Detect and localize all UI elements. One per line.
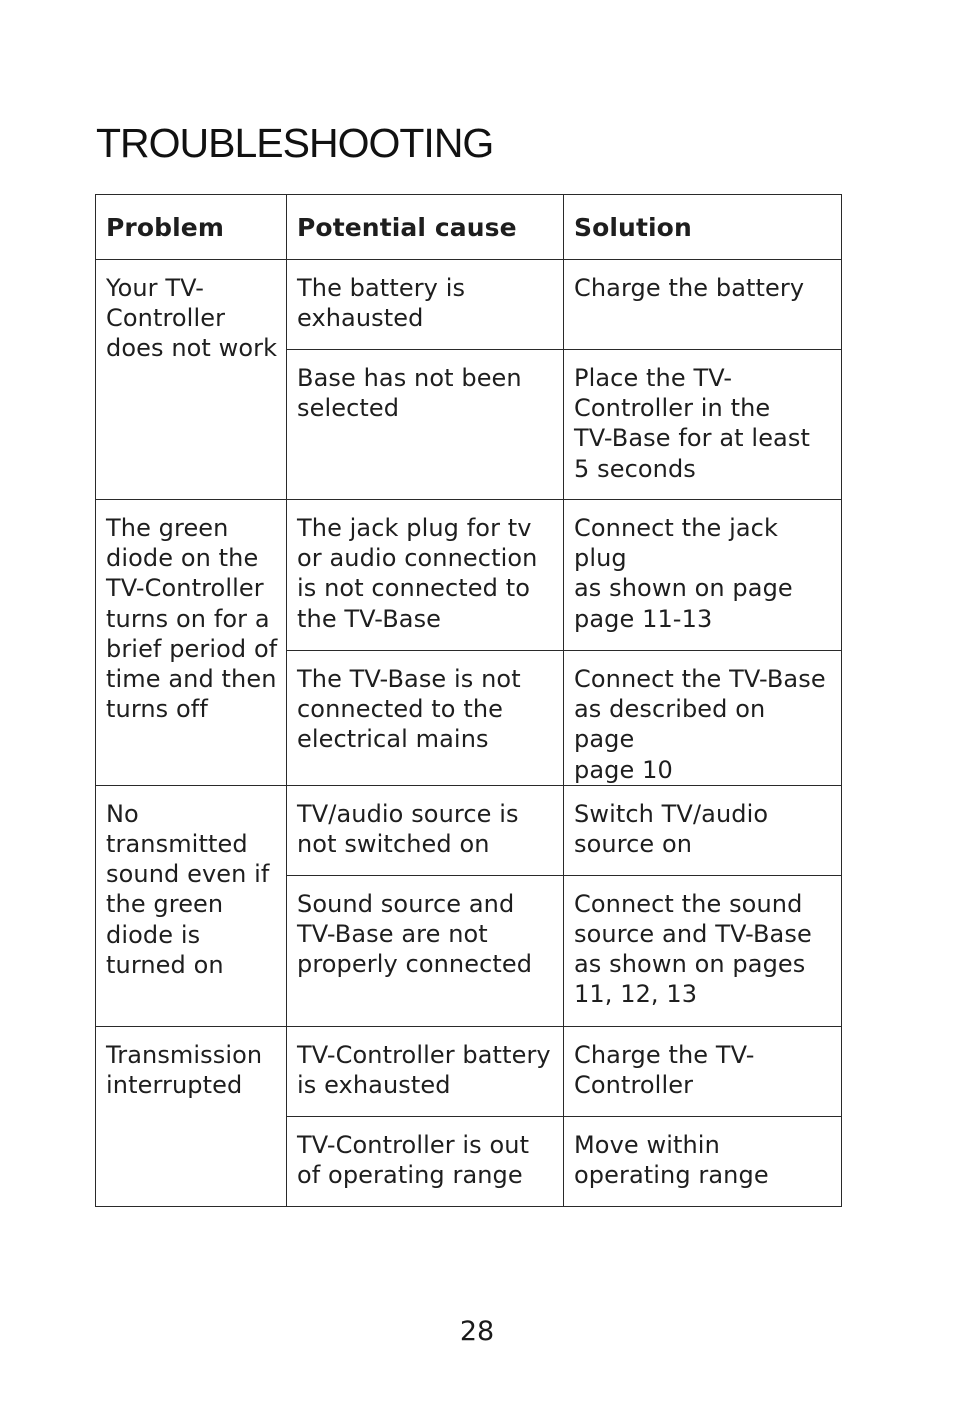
solution-cell: Connect the jack plug as shown on page page 11-13: [564, 500, 842, 651]
solution-cell: Place the TV- Controller in the TV-Base for at least 5 seconds: [564, 350, 842, 500]
solution-cell: Move within operating range: [564, 1116, 842, 1206]
cause-cell: TV-Controller is out of operating range: [287, 1116, 564, 1206]
cause-cell: The battery is exhausted: [287, 260, 564, 350]
table-row: [96, 500, 842, 651]
table-header-row: [96, 195, 842, 260]
header-problem: Problem: [96, 195, 287, 260]
solution-cell: Connect the sound source and TV-Base as shown on pages 11, 12, 13: [564, 875, 842, 1026]
problem-cell: Transmission interrupted: [96, 1026, 287, 1206]
solution-cell: Connect the TV-Base as described on page page 10: [564, 651, 842, 786]
problem-cell: The green diode on the TV-Controller turns on for a brief period of time and then turns off: [96, 500, 287, 786]
cause-cell: TV-Controller battery is exhausted: [287, 1026, 564, 1116]
cause-cell: The jack plug for tv or audio connection is not connected to the TV-Base: [287, 500, 564, 651]
page-title: TROUBLESHOOTING: [96, 120, 494, 166]
solution-cell: Charge the TV- Controller: [564, 1026, 842, 1116]
solution-cell: Switch TV/audio source on: [564, 785, 842, 875]
header-potential-cause: Potential cause: [287, 195, 564, 260]
header-solution: Solution: [564, 195, 842, 260]
cause-cell: Base has not been selected: [287, 350, 564, 500]
table-row: [96, 1026, 842, 1116]
table-row: [96, 785, 842, 875]
cause-cell: TV/audio source is not switched on: [287, 785, 564, 875]
problem-cell: Your TV- Controller does not work: [96, 260, 287, 500]
page-number: 28: [459, 1316, 495, 1347]
solution-cell: Charge the battery: [564, 260, 842, 350]
problem-cell: No transmitted sound even if the green diode is turned on: [96, 785, 287, 1026]
cause-cell: The TV-Base is not connected to the electrical mains: [287, 651, 564, 786]
table-row: [96, 260, 842, 350]
cause-cell: Sound source and TV-Base are not properly connected: [287, 875, 564, 1026]
troubleshooting-table: [95, 194, 842, 1207]
